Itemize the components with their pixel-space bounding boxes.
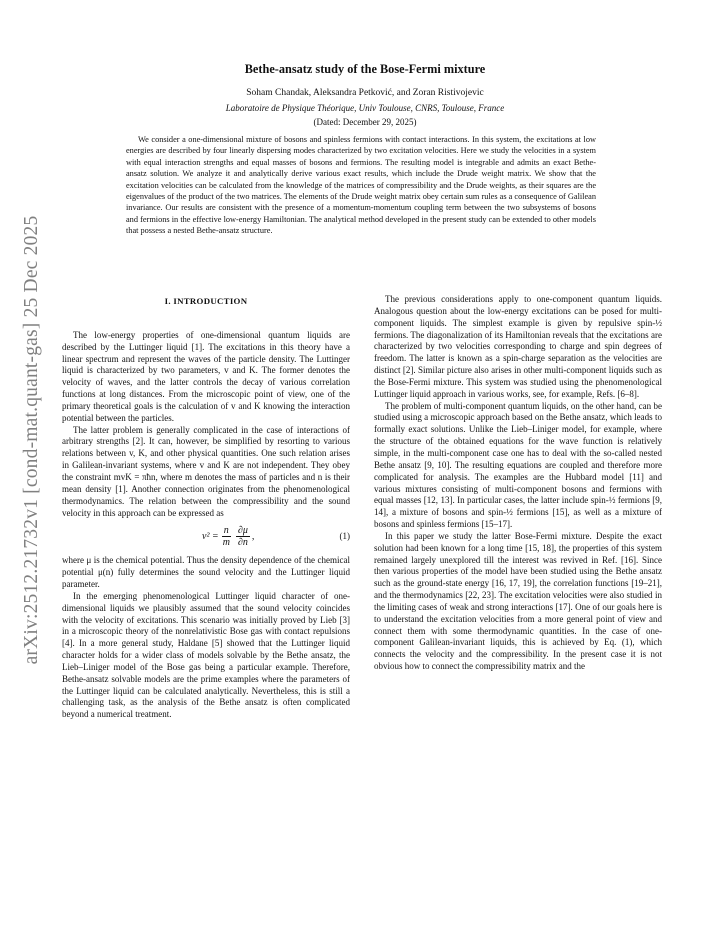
abstract: We consider a one-dimensional mixture of bosons and spinless fermions with contact interactions. In this system, the excitations at low energies are described by four linearly dispersing modes characterized by two excitation velocities. Here we study the velocities in a system with equal interaction strengths and equal masses of bosons and fermions. The resulting model is integrable and admits an exact Bethe-ansatz solution. We analyze it and analytically derive various exact results, which include the Drude weight matrix. We show that the excitation velocities can be calculated from the knowledge of the matrices of compressibility and the Drude weights, as their squares are the eigenvalues of the product of the two matrices. The elements of the Drude weight matrix obey certain sum rules as a consequence of Galilean invariance. Our results are consistent with the presence of a momentum-momentum coupling term between the two subsystems of bosons and fermions in the effective low-energy Hamiltonian. The analytical method developed in the present study can be extended to other models that possess a nested Bethe-ansatz structure. <box>126 135 596 236</box>
section-heading-introduction: I. INTRODUCTION <box>164 296 248 306</box>
left-column <box>62 294 350 721</box>
equation-1 <box>62 522 350 552</box>
arxiv-identifier: arXiv:2512.21732v1 [cond-mat.quant-gas] 25 Dec 2025 <box>21 215 42 665</box>
intro-paragraph-3: where μ is the chemical potential. Thus the density dependence of the chemical potential μ(n) fully determines the sound velocity and the Luttinger liquid parameter. <box>62 555 350 590</box>
intro-paragraph-7: In this paper we study the latter Bose-Fermi mixture. Despite the exact solution had been known for a long time [15, 18], the properties of this system remained largely unexplored till the interest was revived in Ref. [16]. Since then various properties of the model have been studied using the Bethe ansatz such as the ground-state energy [16, 17, 19], the correlation functions [19–21], and the thermodynamics [22, 23]. The excitation velocities were also studied in the limiting cases of weak and strong interactions [17]. One of our goals here is to understand the excitation velocities from a more general point of view and connect them with some thermodynamic quantities. In the case of one-component Galilean-invariant liquids, this is achieved by Eq. (1), which connects the velocity and the compressibility. In the present case it is not obvious how to connect the compressibility matrix and the <box>374 530 662 672</box>
intro-paragraph-4: In the emerging phenomenological Luttinger liquid character of one-dimensional liquids we plausibly assumed that the sound velocity coincides with the velocity of excitations. This scenario was initially proved by Lieb [3] in a microscopic theory of the nonrelativistic Bose gas with contact repulsions [4]. In a more general study, Haldane [5] showed that the Luttinger liquid character holds for a wider class of models solvable by the Bethe ansatz, the Lieb–Liniger model of the Bose gas being a particular example. Therefore, Bethe-ansatz solvable models are the prime examples where the parameters of the Luttinger liquid can be calculated analytically. Nevertheless, this is still a challenging task, as the analysis of the Bethe ansatz is often complicated beyond a numerical treatment. <box>62 590 350 720</box>
fraction-numerator: ∂μ <box>237 525 248 537</box>
equation-body <box>202 525 254 548</box>
intro-paragraph-1: The low-energy properties of one-dimensional quantum liquids are described by the Luttinger liquid [1]. The excitations in this theory have a linear spectrum and represent the waves of the particle density. The Luttinger liquid is characterized by two parameters, v and K. The former denotes the velocity of waves, and the latter controls the decay of various correlation functions at long distances. From the microscopic point of view, one of the primary theoretical goals is the calculation of v and K knowing the interaction potential between the particles. <box>62 329 350 423</box>
equation-number: (1) <box>339 531 350 542</box>
arxiv-sidebar-stamp <box>6 180 58 700</box>
paper-title: Bethe-ansatz study of the Bose-Fermi mixture <box>244 62 486 76</box>
intro-paragraph-6: The problem of multi-component quantum liquids, on the other hand, can be studied using a microscopic approach based on the Bethe ansatz, which leads to formally exact solutions. Unlike the Lieb–Liniger model, for example, where the structure of the obtained equations for the wave function is relatively simple, in the multi-component case one has to deal with the so-called nested Bethe ansatz [9, 10]. The resulting equations are coupled and therefore more complicated for analysis. The examples are the Hubbard model [11] and various mixtures consisting of multi-component bosons and fermions with equal masses [12, 13]. In particular cases, the latter include spin-½ fermions [9, 14], a mixture of bosons and spin-½ fermions [15], as well as a mixture of bosons and spinless fermions [15–17]. <box>374 400 662 530</box>
intro-paragraph-2: The latter problem is generally complicated in the case of interactions of arbitrary strengths [2]. It can, however, be simplified by resorting to various relations between v, K, and other physical quantities. One such relation arises in Galilean-invariant systems, where v and K are not independent. They obey the constraint mvK = πħn, where m denotes the mass of particles and n is their mean density [1]. Another connection originates from the phenomenological thermodynamics. The relation between the compressibility and the sound velocity in this approach can be expressed as <box>62 424 350 518</box>
equation-lhs: v² = <box>202 530 219 542</box>
equation-fraction-n-over-m <box>221 525 232 548</box>
fraction-numerator: n <box>223 525 229 537</box>
paper-authors: Soham Chandak, Aleksandra Petković, and Zoran Ristivojevic <box>246 88 484 98</box>
paper-affiliation: Laboratoire de Physique Théorique, Univ Toulouse, CNRS, Toulouse, France <box>225 103 505 113</box>
paper-date: (Dated: December 29, 2025) <box>313 117 417 127</box>
equation-tail: , <box>251 530 255 542</box>
right-column <box>374 294 662 673</box>
fraction-denominator: m <box>222 537 230 549</box>
equation-fraction-dmu-dn <box>236 525 250 548</box>
intro-paragraph-5: The previous considerations apply to one-component quantum liquids. Analogous question about the low-energy excitations can be posed for multi-component liquids. The simplest example is given by repulsive spin-½ fermions. The diagonalization of its Hamiltonian reveals that the excitations are characterized by two velocities corresponding to charge and spin degrees of freedom. The latter is known as a spin-charge separation as the velocities are distinct [2]. Similar picture also arises in other multi-component liquids such as the Bose-Fermi mixture. This system was studied using the phenomenological Luttinger liquid approach in various works, see, for example, Refs. [6–8]. <box>374 294 662 399</box>
fraction-denominator: ∂n <box>237 537 248 549</box>
